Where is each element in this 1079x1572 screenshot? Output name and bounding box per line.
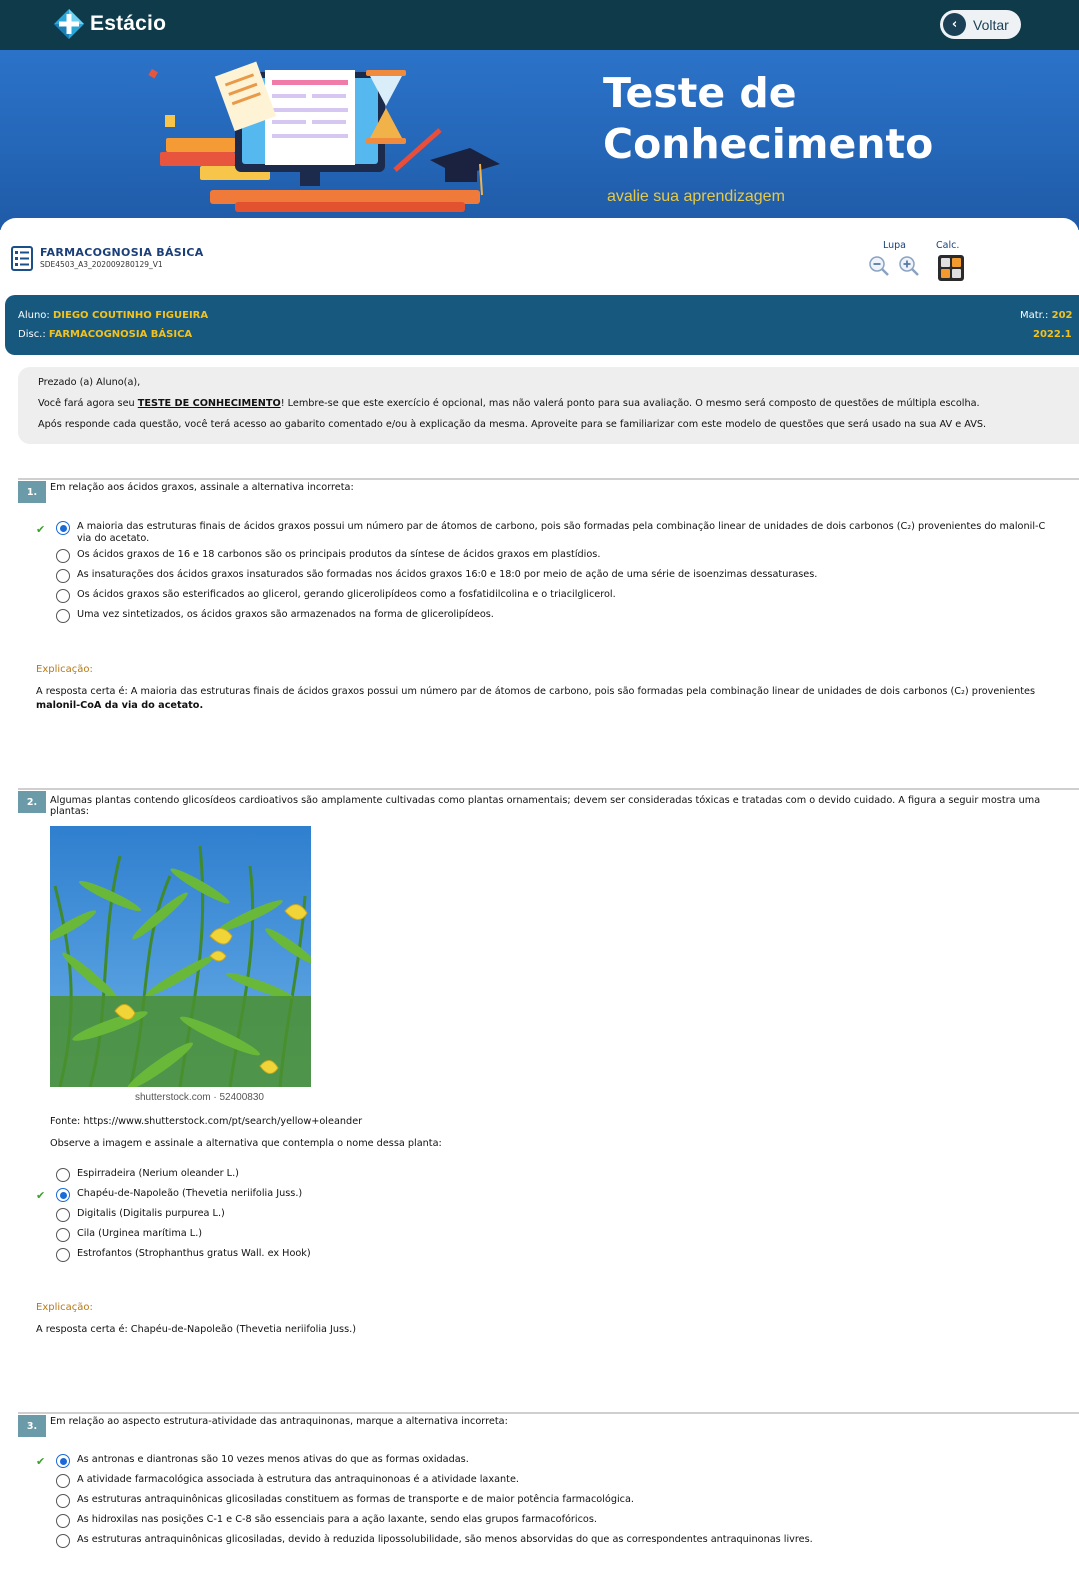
student-row bbox=[18, 310, 208, 321]
question-separator bbox=[18, 788, 1079, 790]
banner-title-line2: Conhecimento bbox=[603, 120, 934, 168]
option-label: As insaturações dos ácidos graxos insaturados são formadas nos ácidos graxos 16:0 e 18:0 por meio de ação de uma série de isoenzimas dessaturases. bbox=[77, 569, 818, 580]
plant-photo bbox=[50, 826, 311, 1087]
option-label: As hidroxilas nas posições C-1 e C-8 são essenciais para a ação laxante, sendo elas grupos farmacofóricos. bbox=[77, 1514, 597, 1525]
option-radio[interactable] bbox=[56, 609, 494, 623]
intro-line2: Após responde cada questão, você terá acesso ao gabarito comentado e/ou à explicação da mesma. Aproveite para se familiarizar com este modelo de questões que será usado na sua AV e AVS. bbox=[38, 419, 987, 430]
radio[interactable] bbox=[56, 1474, 70, 1488]
option-radio[interactable] bbox=[56, 1168, 239, 1182]
intro-strong: TESTE DE CONHECIMENTO bbox=[137, 398, 281, 409]
question-prompt: Observe a imagem e assinale a alternativa que contempla o nome dessa planta: bbox=[50, 1138, 442, 1149]
question-text: Algumas plantas contendo glicosídeos cardioativos são amplamente cultivadas como plantas ornamentais; devem ser consideradas tóxicas e tratadas com o devido cuidado. A figura a seguir mostra uma bbox=[50, 795, 1041, 806]
disc-label: Disc.: bbox=[18, 329, 46, 340]
radio[interactable] bbox=[56, 1228, 70, 1242]
lupa-label: Lupa bbox=[883, 240, 906, 251]
student-info-bar bbox=[5, 295, 1079, 355]
course-header bbox=[11, 246, 204, 271]
disc-value: FARMACOGNOSIA BÁSICA bbox=[48, 329, 193, 340]
option-label: As estruturas antraquinônicas glicosiladas, devido à reduzida lipossolubilidade, são menos absorvidas do que as correspondentes antraquinonas livres. bbox=[77, 1534, 813, 1545]
intro-line1: Você fará agora seu TESTE DE CONHECIMENTO! Lembre-se que este exercício é opcional, mas não valerá ponto para sua avaliação. O mesmo será composto de questões de múltipla escolha. bbox=[38, 398, 980, 409]
option-label: Chapéu-de-Napoleão (Thevetia neriifolia Juss.) bbox=[77, 1188, 303, 1199]
radio[interactable] bbox=[56, 1168, 70, 1182]
discipline-row bbox=[18, 329, 192, 340]
radio[interactable] bbox=[56, 1248, 70, 1262]
radio[interactable] bbox=[56, 1494, 70, 1508]
chevron-left-icon: ‹ bbox=[943, 13, 966, 36]
study-illustration-icon bbox=[140, 60, 560, 230]
option-radio[interactable] bbox=[56, 1534, 813, 1548]
explanation-text: A resposta certa é: Chapéu-de-Napoleão (Thevetia neriifolia Juss.) bbox=[36, 1324, 356, 1335]
radio-selected[interactable] bbox=[56, 521, 70, 535]
banner-subtitle: avalie sua aprendizagem bbox=[607, 188, 785, 205]
option-label: Estrofantos (Strophanthus gratus Wall. ex Hook) bbox=[77, 1248, 311, 1259]
option-label: As antronas e diantronas são 10 vezes menos ativas do que as formas oxidadas. bbox=[77, 1454, 469, 1465]
option-label: As estruturas antraquinônicas glicosiladas constituem as formas de transporte e de maior potência farmacológica. bbox=[77, 1494, 635, 1505]
option-label: Os ácidos graxos de 16 e 18 carbonos são os principais produtos da síntese de ácidos graxos em plastídios. bbox=[77, 549, 601, 560]
zoom-out-icon[interactable] bbox=[868, 255, 890, 277]
banner-title-line1: Teste de bbox=[603, 69, 797, 117]
option-label: Digitalis (Digitalis purpurea L.) bbox=[77, 1208, 225, 1219]
zoom-in-icon[interactable] bbox=[898, 255, 920, 277]
option-radio[interactable] bbox=[56, 1248, 311, 1262]
hero-banner bbox=[0, 50, 1079, 230]
explanation-text: malonil-CoA da via do acetato. bbox=[36, 700, 204, 711]
back-button-label: Voltar bbox=[973, 16, 1009, 33]
option-radio[interactable] bbox=[56, 1208, 225, 1222]
explanation-label: Explicação: bbox=[36, 1302, 93, 1313]
calculator-icon[interactable] bbox=[938, 255, 964, 281]
option-radio[interactable] bbox=[56, 569, 817, 583]
matricula-row bbox=[1020, 310, 1072, 321]
option-label: Cila (Urginea marítima L.) bbox=[77, 1228, 203, 1239]
option-radio[interactable] bbox=[56, 1514, 597, 1528]
radio-selected[interactable] bbox=[56, 1454, 70, 1468]
course-code: SDE4503_A3_202009280129_V1 bbox=[40, 260, 163, 269]
option-radio[interactable] bbox=[56, 589, 616, 603]
matr-label: Matr.: bbox=[1020, 310, 1049, 321]
correct-check-icon: ✔ bbox=[36, 523, 46, 536]
estacio-logo[interactable] bbox=[53, 8, 166, 40]
option-radio[interactable] bbox=[56, 1454, 469, 1468]
explanation-text: A resposta certa é: A maioria das estruturas finais de ácidos graxos possui um número par de átomos de carbono, pois são formadas pela combinação linear de unidades de dois carbonos (C₂) provenientes bbox=[36, 686, 1036, 697]
aluno-value: DIEGO COUTINHO FIGUEIRA bbox=[52, 310, 209, 321]
option-label: A atividade farmacológica associada à estrutura das antraquinonoas é a atividade laxante. bbox=[77, 1474, 520, 1485]
radio[interactable] bbox=[56, 589, 70, 603]
yellow-oleander-image-icon bbox=[50, 826, 311, 1087]
option-radio[interactable] bbox=[56, 549, 600, 563]
correct-check-icon: ✔ bbox=[36, 1189, 46, 1202]
period-row bbox=[1033, 329, 1072, 340]
question-number: 3. bbox=[18, 1415, 46, 1437]
question-separator bbox=[18, 478, 1079, 480]
estacio-logo-icon bbox=[53, 8, 85, 40]
radio[interactable] bbox=[56, 1534, 70, 1548]
option-radio[interactable] bbox=[56, 1494, 634, 1508]
brand-name: Estácio bbox=[90, 12, 167, 35]
question-text: Em relação ao aspecto estrutura-atividade das antraquinonas, marque a alternativa incorreta: bbox=[50, 1416, 508, 1427]
top-bar bbox=[0, 0, 1079, 50]
question-number: 2. bbox=[18, 791, 46, 813]
radio[interactable] bbox=[56, 609, 70, 623]
question-text: plantas: bbox=[50, 806, 89, 817]
question-text: Em relação aos ácidos graxos, assinale a alternativa incorreta: bbox=[50, 482, 354, 493]
radio-selected[interactable] bbox=[56, 1188, 70, 1202]
intro-greeting: Prezado (a) Aluno(a), bbox=[38, 377, 141, 388]
option-label-continuation: via do acetato. bbox=[77, 533, 150, 544]
correct-check-icon: ✔ bbox=[36, 1455, 46, 1468]
option-label: Uma vez sintetizados, os ácidos graxos são armazenados na forma de glicerolipídeos. bbox=[77, 609, 494, 620]
period-value: 2022.1 bbox=[1033, 329, 1072, 340]
calc-label: Calc. bbox=[936, 240, 960, 251]
course-name: FARMACOGNOSIA BÁSICA bbox=[40, 246, 204, 259]
option-radio[interactable] bbox=[56, 1188, 302, 1202]
radio[interactable] bbox=[56, 1514, 70, 1528]
radio[interactable] bbox=[56, 1208, 70, 1222]
intro-box bbox=[18, 367, 1079, 444]
option-label: A maioria das estruturas finais de ácidos graxos possui um número par de átomos de carbono, pois são formadas pela combinação linear de unidades de dois carbonos (C₂) provenientes do malonil-C bbox=[77, 521, 1046, 532]
option-label: Os ácidos graxos são esterificados ao glicerol, gerando glicerolipídeos como a fosfatidilcolina e o triacilglicerol. bbox=[77, 589, 616, 600]
image-source: Fonte: https://www.shutterstock.com/pt/search/yellow+oleander bbox=[50, 1116, 363, 1127]
option-radio[interactable] bbox=[56, 1474, 519, 1488]
radio[interactable] bbox=[56, 569, 70, 583]
aluno-label: Aluno: bbox=[18, 310, 50, 321]
option-label: Espirradeira (Nerium oleander L.) bbox=[77, 1168, 239, 1179]
option-radio[interactable] bbox=[56, 521, 1045, 535]
back-button[interactable] bbox=[940, 10, 1021, 39]
question-number: 1. bbox=[18, 481, 46, 503]
document-list-icon bbox=[11, 246, 33, 271]
banner-curve bbox=[0, 218, 1079, 248]
image-caption: shutterstock.com · 52400830 bbox=[135, 1092, 264, 1103]
option-radio[interactable] bbox=[56, 1228, 202, 1242]
matr-value: 202 bbox=[1051, 310, 1073, 321]
question-separator bbox=[18, 1412, 1079, 1414]
radio[interactable] bbox=[56, 549, 70, 563]
explanation-label: Explicação: bbox=[36, 664, 93, 675]
